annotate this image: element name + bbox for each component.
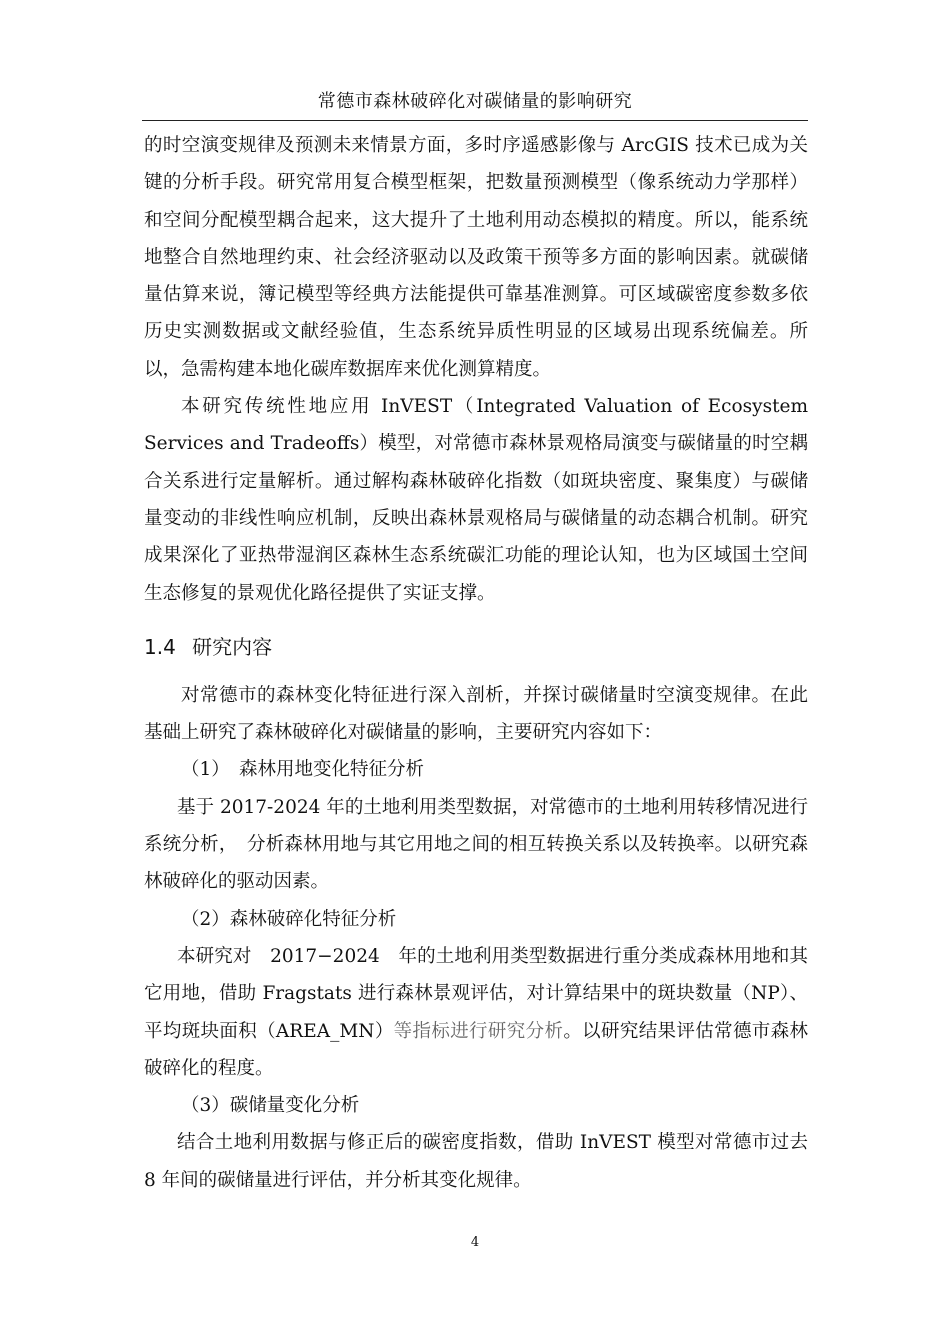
running-header: 常德市森林破碎化对碳储量的影响研究 bbox=[317, 91, 633, 112]
paragraph-invest: 本研究传统性地应用 InVEST（Integrated Valuation of Ecosystem Services and Tradeoffs）模型，对常德市森林景观格局演变与碳储量的时空耦合关系进行定量解析。通过解构森林破碎化指数（如斑块密度、聚集度）与碳储量变动的非线性响应机制，反映出森林景观格局与碳储量的动态耦合机制。研究成果深化了亚热带湿润区森林生态系统碳汇功能的理论认知，也为区域国土空间生态修复的景观优化路径提供了实证支撑。 bbox=[144, 396, 808, 604]
item-body-2-main: 本研究对 2017−2024 年的土地利用类型数据进行重分类成森林用地和其它用地，借助 Fragstats 进行森林景观评估，对计算结果中的斑块数量（NP）、平均斑块面积（AREA_MN） bbox=[144, 945, 808, 1042]
item-body-1: 基于 2017-2024 年的土地利用类型数据，对常德市的土地利用转移情况进行系统分析， 分析森林用地与其它用地之间的相互转换关系以及转换率。以研究森林破碎化的驱动因素。 bbox=[144, 796, 808, 893]
item-heading-1: （1） 森林用地变化特征分析 bbox=[181, 759, 425, 781]
item-heading-2: （2）森林破碎化特征分析 bbox=[181, 908, 397, 930]
page-number: 4 bbox=[470, 1235, 480, 1250]
section-number: 1.4 bbox=[144, 634, 176, 659]
paragraph-continuation: 的时空演变规律及预测未来情景方面，多时序遥感影像与 ArcGIS 技术已成为关键的分析手段。研究常用复合模型框架，把数量预测模型（像系统动力学那样）和空间分配模型耦合起来，这大提升了土地利用动态模拟的精度。所以，能系统地整合自然地理约束、社会经济驱动以及政策干预等多方面的影响因素。就碳储量估算来说，簿记模型等经典方法能提供可靠基准测算。可区域碳密度参数多依历史实测数据或文献经验值，生态系统异质性明显的区域易出现系统偏差。所以，急需构建本地化碳库数据库来优化测算精度。 bbox=[144, 135, 808, 380]
section-heading bbox=[144, 629, 808, 665]
item-body-3: 结合土地利用数据与修正后的碳密度指数，借助 InVEST 模型对常德市过去 8 年间的碳储量进行评估，并分析其变化规律。 bbox=[144, 1132, 808, 1191]
item-body-2 bbox=[144, 938, 808, 1087]
item-body-2-end: 。以研究结果评估常德市森林破碎化的程度。 bbox=[144, 1020, 808, 1079]
item-heading-3: （3）碳储量变化分析 bbox=[181, 1095, 360, 1117]
header-rule bbox=[142, 120, 808, 121]
section-intro: 对常德市的森林变化特征进行深入剖析，并探讨碳储量时空演变规律。在此基础上研究了森林破碎化对碳储量的影响，主要研究内容如下： bbox=[144, 684, 808, 744]
item-body-2-grey: 等指标进行研究分析 bbox=[393, 1020, 564, 1042]
body-text bbox=[144, 127, 808, 1199]
section-title: 研究内容 bbox=[192, 634, 273, 659]
